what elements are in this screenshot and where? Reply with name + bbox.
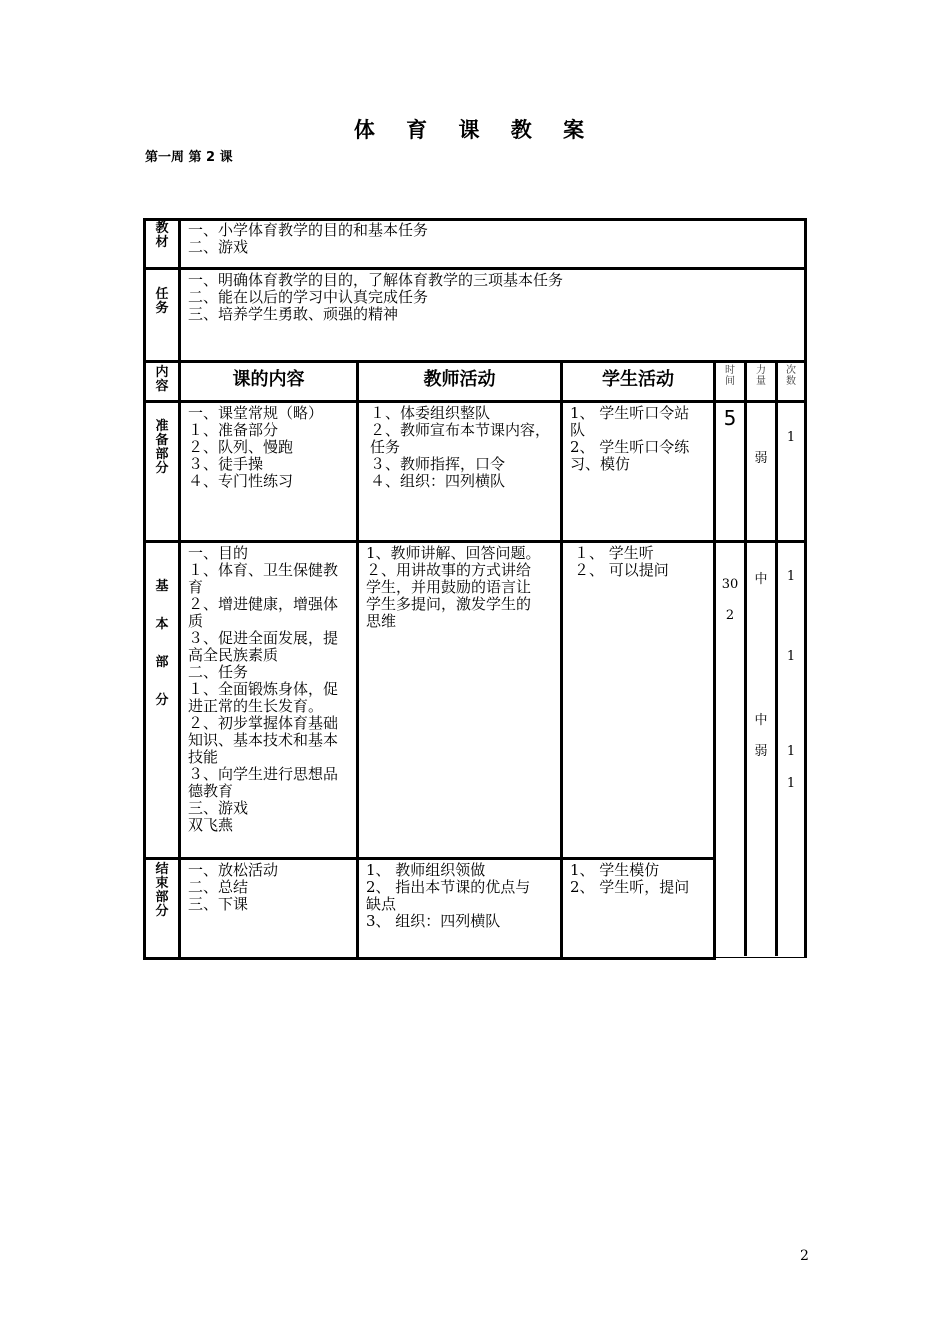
basic-content: 一、目的 １、体育、卫生保健教 育 ２、增进健康，增强体 质 ３、促进全面发展，提 高全民族素质 二、任务 １、全面锻炼身体，促 进正常的生长发育。 ２、初步掌握体育基础 知识、基本技术和基本 技能 ３、向学生进行思想品 德教育 三、游戏 双飞燕 (188, 544, 339, 834)
header-count: 次 数 (786, 365, 796, 387)
table-border-left (143, 218, 146, 960)
basic-count-3: 1 (786, 744, 796, 759)
basic-student-activity: １、 学生听 ２、 可以提问 (574, 544, 669, 579)
prep-teacher-activity: １、体委组织整队 ２、教师宣布本节课内容， 任务 ３、教师指挥，口令 ４、组织：四列横队 (370, 404, 551, 490)
row-label-jiaocai: 教 材 (155, 221, 169, 250)
end-student-activity: 1、 学生模仿 2、 学生听，提问 (570, 861, 690, 896)
table-border-bottom-thin (715, 957, 805, 958)
basic-count-4: 1 (786, 776, 796, 791)
row-divider-1 (143, 267, 807, 270)
prep-student-activity: 1、 学生听口令站 队 2、 学生听口令练 习、模仿 (570, 404, 690, 473)
col-divider-student (713, 360, 716, 960)
table-border-right (804, 218, 807, 958)
row-label-end: 结 束 部 分 (155, 862, 169, 919)
basic-teacher-activity: 1、教师讲解、回答问题。 ２、用讲故事的方式讲给 学生，并用鼓励的语言让 学生多提问，激发学生的 思维 (366, 544, 541, 630)
end-teacher-activity: 1、 教师组织领做 2、 指出本节课的优点与 缺点 3、 组织：四列横队 (366, 861, 531, 930)
prep-strength: 弱 (754, 451, 768, 466)
header-teacher-activity: 教师活动 (423, 369, 496, 390)
basic-count-2: 1 (786, 649, 796, 664)
header-student-activity: 学生活动 (602, 369, 674, 390)
table-border-bottom (143, 957, 715, 960)
row-label-prep: 准 备 部 分 (155, 419, 169, 476)
lesson-subtitle: 第一周 第 2 课 (145, 150, 233, 165)
prep-content: 一、课堂常规（略） １、准备部分 ２、队列、慢跑 ３、徒手操 ４、专门性练习 (188, 404, 324, 490)
end-content: 一、放松活动 二、总结 三、下课 (188, 861, 279, 913)
jiaocai-content: 一、小学体育教学的目的和基本任务 二、游戏 (188, 221, 429, 256)
row-divider-2 (143, 360, 807, 363)
label-column-divider (178, 218, 181, 960)
basic-strength-1: 中 (754, 572, 768, 587)
row-divider-3 (143, 400, 807, 403)
basic-time-1: 30 (721, 577, 739, 592)
page-number: 2 (800, 1248, 809, 1264)
row-label-basic: 基 本 部 分 (155, 579, 169, 708)
row-label-neirong: 内 容 (155, 365, 169, 394)
basic-count-1: 1 (786, 569, 796, 584)
basic-strength-3: 弱 (754, 744, 768, 759)
row-divider-4 (143, 540, 807, 543)
header-strength: 力 量 (756, 365, 766, 387)
col-divider-teacher (560, 360, 563, 960)
page-title: 体 育 课 教 案 (353, 118, 597, 142)
header-lesson-content: 课的内容 (232, 369, 305, 390)
renwu-content: 一、明确体育教学的目的，了解体育教学的三项基本任务 二、能在以后的学习中认真完成任务 三、培养学生勇敢、顽强的精神 (188, 271, 564, 323)
basic-strength-2: 中 (754, 713, 768, 728)
prep-time: 5 (723, 406, 737, 430)
basic-time-2: 2 (725, 608, 735, 623)
col-divider-content (356, 360, 359, 960)
prep-count: 1 (786, 430, 796, 445)
row-label-renwu: 任 务 (155, 287, 169, 316)
header-time: 时 间 (725, 365, 735, 387)
row-divider-5 (143, 857, 715, 860)
